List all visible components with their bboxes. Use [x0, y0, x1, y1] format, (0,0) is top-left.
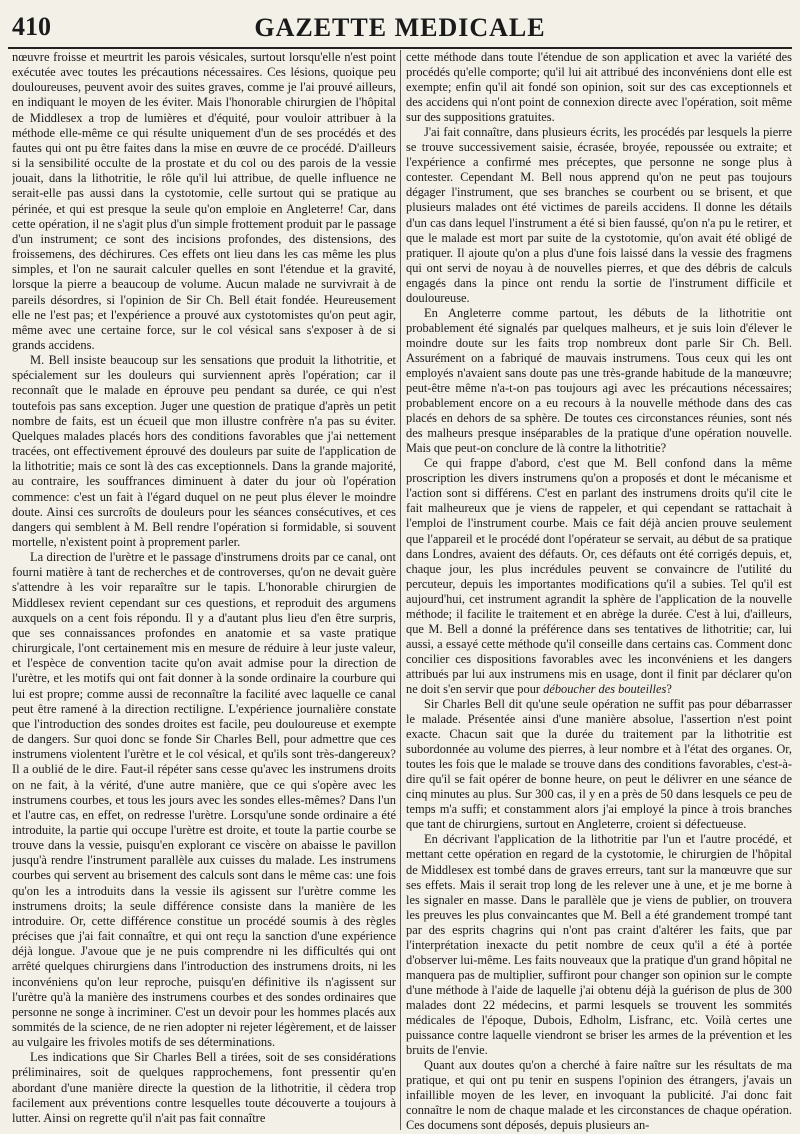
paragraph: [12, 1050, 396, 1126]
paragraph: [406, 832, 792, 1058]
paragraph: [406, 306, 792, 456]
paragraph: [12, 550, 396, 1050]
paragraph-text: La direction de l'urètre et le passage d'instrumens droits par ce canal, ont fourni matière à tant de recherches et de controverses, qu'on ne devait guère s'attendre à les voir reparaître sur le tapis. L'honorable chirurgien de Middlesex revient cependant sur ces questions, et reproduit des argumens auxquels on a cent fois répondu. Il y a d'autant plus lieu d'en être surpris, que ses connaissances profondes en anatomie et sa vaste pratique chirurgicale, l'ont certainement mis en mesure de réduire à leur juste valeur, et l'espèce de convention tacite qu'on avait admise pour la direction de l'urètre, et les motifs qui ont fait donner à la sonde ordinaire la courbure qui lui est propre; comme aussi de reconnaître la facilité avec laquelle ce canal peut être ramené à la direction rectiligne. L'expérience journalière constate que l'introduction des sondes droites est facile, peu douloureuse et exempte de dangers. Sur quoi donc se fonde Sir Charles Bell, pour admettre que ces instrumens violentent l'urètre et le col vésical, et qu'ils sont très-dangereux? Il a oublié de le dire. Faut-il répéter sans cesse qu'avec les instrumens droits on ne fait, à la vérité, d'une autre manière, que ce qui s'opère avec les instrumens courbes, et tous les jours avec les sondes elles-mêmes? Dans l'un et l'autre cas, en effet, on redresse l'urètre. Lorsqu'une sonde ordinaire a été introduite, la partie qui occupe l'urètre est droite, et toute la partie courbe se trouve dans la vessie, puisqu'en explorant ce viscère on abaisse le pavillon jusqu'à rendre l'instrument parallèle aux cuisses du malade. Les instrumens courbes qui servent au brisement des calculs sont dans le même cas: une fois qu'on les a introduits dans la vessie ils agissent sur l'urètre comme les instrumens droits; la seule différence consiste dans la manière de les introduire. Or, cette différence constitue un procédé soumis à des règles précises que j'ai fait connaître, et qui ont reçu la sanction d'une expérience déjà longue. J'avoue que je ne puis comprendre ni les difficultés qui ont arrêté quelques chirurgiens dans l'introduction des instrumens droits, ni les inconvéniens qu'on leur reproche, puisqu'en définitive ils n'agissent sur l'urètre qu'à la manière des instrumens courbes et des sondes ordinaires que personne ne songe à incriminer. C'est un devoir pour les hommes placés aux sommités de la science, de ne rien adopter ni rejeter légèrement, et de laisser au vulgaire les frivoles motifs de ses déterminations.: [12, 550, 396, 1050]
paragraph-text: Quant aux doutes qu'on a cherché à faire naître sur les résultats de ma pratique, et qui ont pu tenir en suspens l'opinion des étrangers, j'avais un infaillible moyen de les lever, en invoquant la publicité. J'ai donc fait connaître le nom de chaque malade et les circonstances de chaque opération. Ces documens sont déposés, depuis plusieurs an-: [406, 1058, 792, 1132]
paragraph-text: M. Bell insiste beaucoup sur les sensations que produit la lithotritie, et spécialement sur les douleurs qui surviennent après l'opération; car il reconnaît que le malade en éprouve peu pendant sa durée, ce qui n'est toutefois pas sans exception. Juger une question de pratique d'après un petit nombre de faits, est un écueil que mon illustre confrère n'a pas su éviter. Quelques malades placés hors des conditions favorables que j'ai nettement tracées, ont effectivement éprouvé des douleurs par suite de l'application de la lithotritie; mais ce sont là des cas exceptionnels. Dans la grande majorité, au contraire, les souffrances diminuent à dater du jour où l'opération commence: c'est un fait à l'égard duquel on ne peut plus élever le moindre doute. Ainsi ces surcroîts de douleurs pour les séances consécutives, et ces dangers qui semblent à M. Bell rendre l'opération si formidable, si souvent mortelle, n'existent point à proprement parler.: [12, 353, 396, 549]
paragraph-text: nœuvre froisse et meurtrit les parois vésicales, surtout lorsqu'elle n'est point exécutée avec toutes les précautions nécessaires. Ces lésions, quoique peu douloureuses, peuvent avoir des suites graves, comme je l'ai prouvé ailleurs, en indiquant le moyen de les éviter. Mais l'honorable chirurgien de l'hôpital de Middlesex a trop de lumières et d'équité, pour vouloir attribuer à la méthode elle-même ce qui résulte uniquement d'un de ses procédés et des fautes qui ont pu être faites dans la mise en œuvre de ce procédé. D'ailleurs si la sensibilité occulte de la prostate et du col ou des parois de la vessie jouait, dans la lithotritie, le rôle qu'il lui attribue, de quelle influence ne serait-elle pas aussi dans la cystotomie, celle surtout qui se pratique au périnée, et qui est presque la seule qu'on emploie en Angleterre! Car, dans cette opération, il ne s'agit plus d'un simple frottement produit par le passage d'un instrument; ce sont des incisions profondes, des distensions, des froissemens, des déchirures. Ces effets ont lieu dans les cas même les plus simples, et l'on ne saurait calculer quelles en sont l'étendue et la gravité, lorsque la pierre a beaucoup de volume. Aucun malade ne survivrait à de pareils désordres, si l'opinion de Sir Ch. Bell était fondée. Heureusement elle ne l'est pas; et l'expérience a prouvé aux cystotomistes qu'on peut agir, même avec une certaine force, sur le col vésical sans s'exposer à de si grands accidens.: [12, 50, 396, 352]
paragraph: [406, 456, 792, 697]
journal-title: GAZETTE MEDICALE: [254, 13, 546, 42]
column-separator: [400, 50, 401, 1130]
paragraph-text: Les indications que Sir Charles Bell a tirées, soit de ses considérations préliminaires, soit de quelques rapprochemens, font pressentir qu'en abordant d'une manière directe la question de la lithotritie, il cèdera trop facilement aux préventions contre lesquelles toute découverte a toujours à lutter. Ainsi on regrette qu'il n'ait pas fait connaître: [12, 1050, 396, 1125]
emphasized-text: déboucher des bouteilles: [543, 681, 667, 696]
paragraph: [406, 1058, 792, 1132]
paragraph-text: En Angleterre comme partout, les débuts de la lithotritie ont probablement été signalés par quelques malheurs, et je suis loin d'élever le moindre doute sur les faits trop nombreux dont parle Sir Ch. Bell. Assurément on a fabriqué de mauvais instrumens. Tous ceux qui les ont employés n'avaient sans doute pas une très-grande habitude de la manœuvre; peut-être même n'a-t-on pas toujours agi avec les précautions nécessaires; probablement encore on a eu recours à la nouvelle méthode dans des cas placés en dehors de sa sphère. De toutes ces circonstances réunies, sont nés des malheurs presque inséparables de la pratique d'une opération nouvelle. Mais que peut-on conclure de là contre la lithotritie?: [406, 305, 792, 456]
paragraph: [12, 50, 396, 353]
paragraph-text: cette méthode dans toute l'étendue de son application et avec la variété des procédés qu'elle comporte; qu'il lui ait attribué des inconvéniens dont elle est exempte; enfin qu'il ait fondé son opinion, soit sur des cas exceptionnels et des accidens qui n'ont point de connexion directe avec l'opération, soit même sur des suppositions gratuites.: [406, 50, 792, 125]
page-header: [8, 4, 792, 44]
paragraph-text: En décrivant l'application de la lithotritie par l'un et l'autre procédé, et mettant cette opération en regard de la cystotomie, le chirurgien de l'hôpital de Middlesex est tombé dans de graves erreurs, tant sur la manœuvre que sur ses effets. Mais il serait trop long de les relever une à une, et je me borne à les signaler en masse. Dans le parallèle que je viens de publier, on trouvera les preuves les plus convaincantes que M. Bell a été grandement trompé tant par des esprits chagrins qui n'ont pas craint d'altérer les faits, que par l'interprétation inexacte du petit nombre de ceux qu'il a été à portée d'observer lui-même. Les faits nouveaux que la pratique d'un grand hôpital ne manquera pas de multiplier, suffiront pour changer son opinion sur le compte d'une méthode à l'aide de laquelle j'ai obtenu déjà la guérison de plus de 300 malades dont 22 médecins, et parmi lesquels se trouvent les sommités médicales de l'époque, Dubois, Edholm, Lisfranc, etc. Voilà certes une puissance contre laquelle viendront se briser les armes de la prévention et les bruits de l'envie.: [406, 832, 792, 1058]
paragraph: [406, 125, 792, 306]
paragraph: [406, 697, 792, 832]
paragraph-text: J'ai fait connaître, dans plusieurs écrits, les procédés par lesquels la pierre se trouve successivement saisie, écrasée, broyée, repoussée ou extraite; et l'expérience a confirmé mes préceptes, que personne ne songe plus à contester. Cependant M. Bell nous apprend qu'on ne peut pas toujours dégager l'instrument, que ses branches se courbent ou se brisent, et que plusieurs malades ont été victimes de pareils accidens. Il donne les détails d'un cas dans lequel l'instrument a été si bien faussé, qu'on n'a pu le retirer, et que le malade est mort par suite de la cystotomie, qu'on avait été obligé de pratiquer. Il ajoute qu'on a plus d'une fois laissé dans la vessie des fragmens qui ont servi de noyau à de nouvelles pierres, et que des débris de calculs engagés dans la pince ont rendu la sortie de l'instrument difficile et douloureuse.: [406, 125, 792, 305]
paragraph: [406, 50, 792, 125]
paragraph-text: Ce qui frappe d'abord, c'est que M. Bell confond dans la même proscription les divers instrumens qu'on a proposés et dont le mécanisme et l'action sont si différens. C'est en parlant des instrumens droits qu'il cite le fait malheureux que je viens de rappeler, et qui cependant se rattachait à l'emploi de l'instrument courbe. Mais ce fait déjà ancien prouve seulement que l'appareil et le procédé dont l'opérateur se servait, au début de sa pratique dans Londres, avaient des défauts. Or, ces défauts ont été corrigés depuis, et, chaque jour, les plus incrédules peuvent se convaincre de l'utilité du percuteur, depuis les importantes modifications qu'il a subies. Tel qu'il est aujourd'hui, cet instrument agrandit la sphère de l'application de la nouvelle méthode; il facilite le traitement et en abrège la durée. C'est à lui, d'ailleurs, que M. Bell a donné la préférence dans ses tentatives de lithotritie; car, lui aussi, a essayé cette méthode qu'il conseille dans certains cas. Comment donc concilier ces dispositions favorables avec les inconvéniens et les dangers attribués par lui aux instrumens mis en usage, dont il finit par déclarer qu'on ne doit s'en servir que pour: [406, 456, 792, 696]
right-column: [406, 50, 792, 1132]
page-number: 410: [12, 12, 51, 41]
paragraph-text: Sir Charles Bell dit qu'une seule opération ne suffit pas pour débarrasser le malade. Présentée ainsi d'une manière absolue, l'assertion n'est point exacte. Chacun sait que la durée du traitement par la lithotritie est subordonnée au volume des pierres, à leur nombre et à l'état des organes. Or, toutes les fois que le malade se trouve dans des conditions favorables, c'est-à-dire qu'il se fait opérer de bonne heure, on peut le délivrer en une séance de cinq minutes au plus. Sur 300 cas, il y en a près de 50 dans lesquels ce peu de temps m'a suffi; et constamment alors j'ai employé la pince à trois branches que tant de chirurgiens, surtout en Angleterre, croient si défectueuse.: [406, 697, 792, 832]
paragraph: [12, 353, 396, 550]
header-rule: [8, 47, 792, 49]
left-column: [12, 50, 396, 1132]
paragraph-tail: ?: [666, 681, 672, 696]
